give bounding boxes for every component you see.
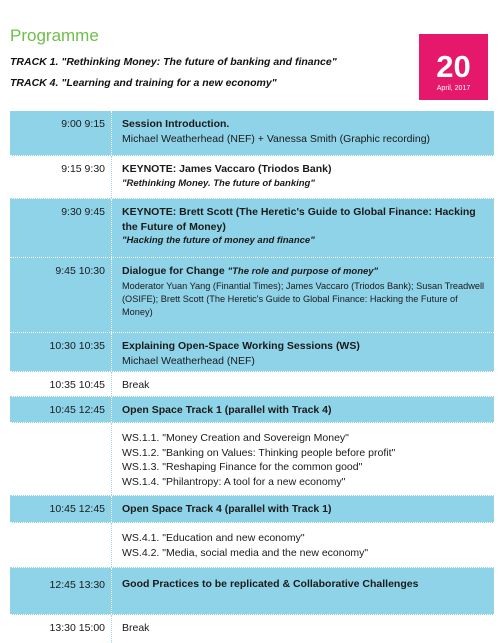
row-time xyxy=(10,423,112,495)
workshop-item: WS.1.4. "Philantropy: A tool for a new economy" xyxy=(122,475,346,488)
schedule-row xyxy=(10,111,494,156)
schedule-row xyxy=(10,333,494,372)
schedule-row xyxy=(10,397,494,423)
row-details: Moderator Yuan Yang (Finantial Times); James Vaccaro (Triodos Bank); Susan Treadwell (OSIFE); Brett Scott (The Heretic's Guide to Global Finance: Hacking the Future of Money) xyxy=(122,280,485,317)
workshop-item: WS.1.1. "Money Creation and Sovereign Money" xyxy=(122,432,349,444)
row-title: KEYNOTE: Brett Scott (The Heretic's Guide to Global Finance: Hacking the Future of Money) xyxy=(122,206,476,233)
row-subtitle: "Hacking the future of money and finance" xyxy=(122,235,315,246)
row-content xyxy=(112,156,494,198)
row-time: 12:45 13:30 xyxy=(10,568,112,614)
row-time: 13:30 15:00 xyxy=(10,615,112,643)
row-time: 10:35 10:45 xyxy=(10,372,112,396)
row-content xyxy=(112,523,494,567)
schedule-row xyxy=(10,615,494,643)
date-badge xyxy=(419,34,488,100)
row-time: 10:30 10:35 xyxy=(10,333,112,371)
schedule-table xyxy=(10,111,494,643)
row-text: Break xyxy=(122,622,150,634)
row-content xyxy=(112,615,494,643)
row-time xyxy=(10,523,112,567)
schedule-row xyxy=(10,496,494,523)
row-content xyxy=(112,258,494,332)
schedule-row xyxy=(10,372,494,397)
workshop-item: WS.1.2. "Banking on Values: Thinking people before profit" xyxy=(122,446,396,459)
schedule-row xyxy=(10,423,494,496)
row-title: KEYNOTE: James Vaccaro (Triodos Bank) xyxy=(122,163,332,175)
row-content xyxy=(112,423,494,495)
row-content xyxy=(112,397,494,422)
row-title: Dialogue for Change xyxy=(122,265,228,277)
track-1-heading: TRACK 1. "Rethinking Money: The future of banking and finance" xyxy=(10,56,337,68)
workshop-item: WS.1.3. "Reshaping Finance for the common good" xyxy=(122,461,363,473)
schedule-row xyxy=(10,523,494,568)
row-time: 9:45 10:30 xyxy=(10,258,112,332)
row-title: Session Introduction. xyxy=(122,118,230,130)
row-title: Open Space Track 4 (parallel with Track 1) xyxy=(122,503,332,515)
row-content xyxy=(112,333,494,371)
row-title: Explaining Open-Space Working Sessions (WS) xyxy=(122,340,360,352)
row-time: 9:30 9:45 xyxy=(10,199,112,257)
schedule-row xyxy=(10,199,494,258)
schedule-row xyxy=(10,568,494,615)
row-time: 9:15 9:30 xyxy=(10,156,112,198)
date-month-year: April, 2017 xyxy=(436,85,471,92)
date-day: 20 xyxy=(436,49,471,84)
workshop-item: WS.4.2. "Media, social media and the new economy" xyxy=(122,546,369,559)
track-4-heading: TRACK 4. "Learning and training for a new economy" xyxy=(10,77,277,89)
row-text: Break xyxy=(122,379,150,391)
schedule-row xyxy=(10,156,494,199)
schedule-row xyxy=(10,258,494,333)
workshop-item: WS.4.1. "Education and new economy" xyxy=(122,532,305,544)
row-title: Open Space Track 1 (parallel with Track 4) xyxy=(122,404,332,416)
row-content xyxy=(112,568,494,614)
page-title: Programme xyxy=(10,26,99,45)
row-speakers: Michael Weatherhead (NEF) xyxy=(122,354,255,367)
row-content xyxy=(112,496,494,522)
row-time: 10:45 12:45 xyxy=(10,397,112,422)
row-content xyxy=(112,111,494,155)
row-time: 10:45 12:45 xyxy=(10,496,112,522)
row-speakers: Michael Weatherhead (NEF) + Vanessa Smith (Graphic recording) xyxy=(122,132,431,145)
row-title: Good Practices to be replicated & Collaborative Challenges xyxy=(122,578,419,590)
row-content xyxy=(112,199,494,257)
row-time: 9:00 9:15 xyxy=(10,111,112,155)
row-subtitle: "Rethinking Money. The future of banking" xyxy=(122,177,315,189)
row-title-italic: "The role and purpose of money" xyxy=(227,266,379,277)
row-content xyxy=(112,372,494,396)
